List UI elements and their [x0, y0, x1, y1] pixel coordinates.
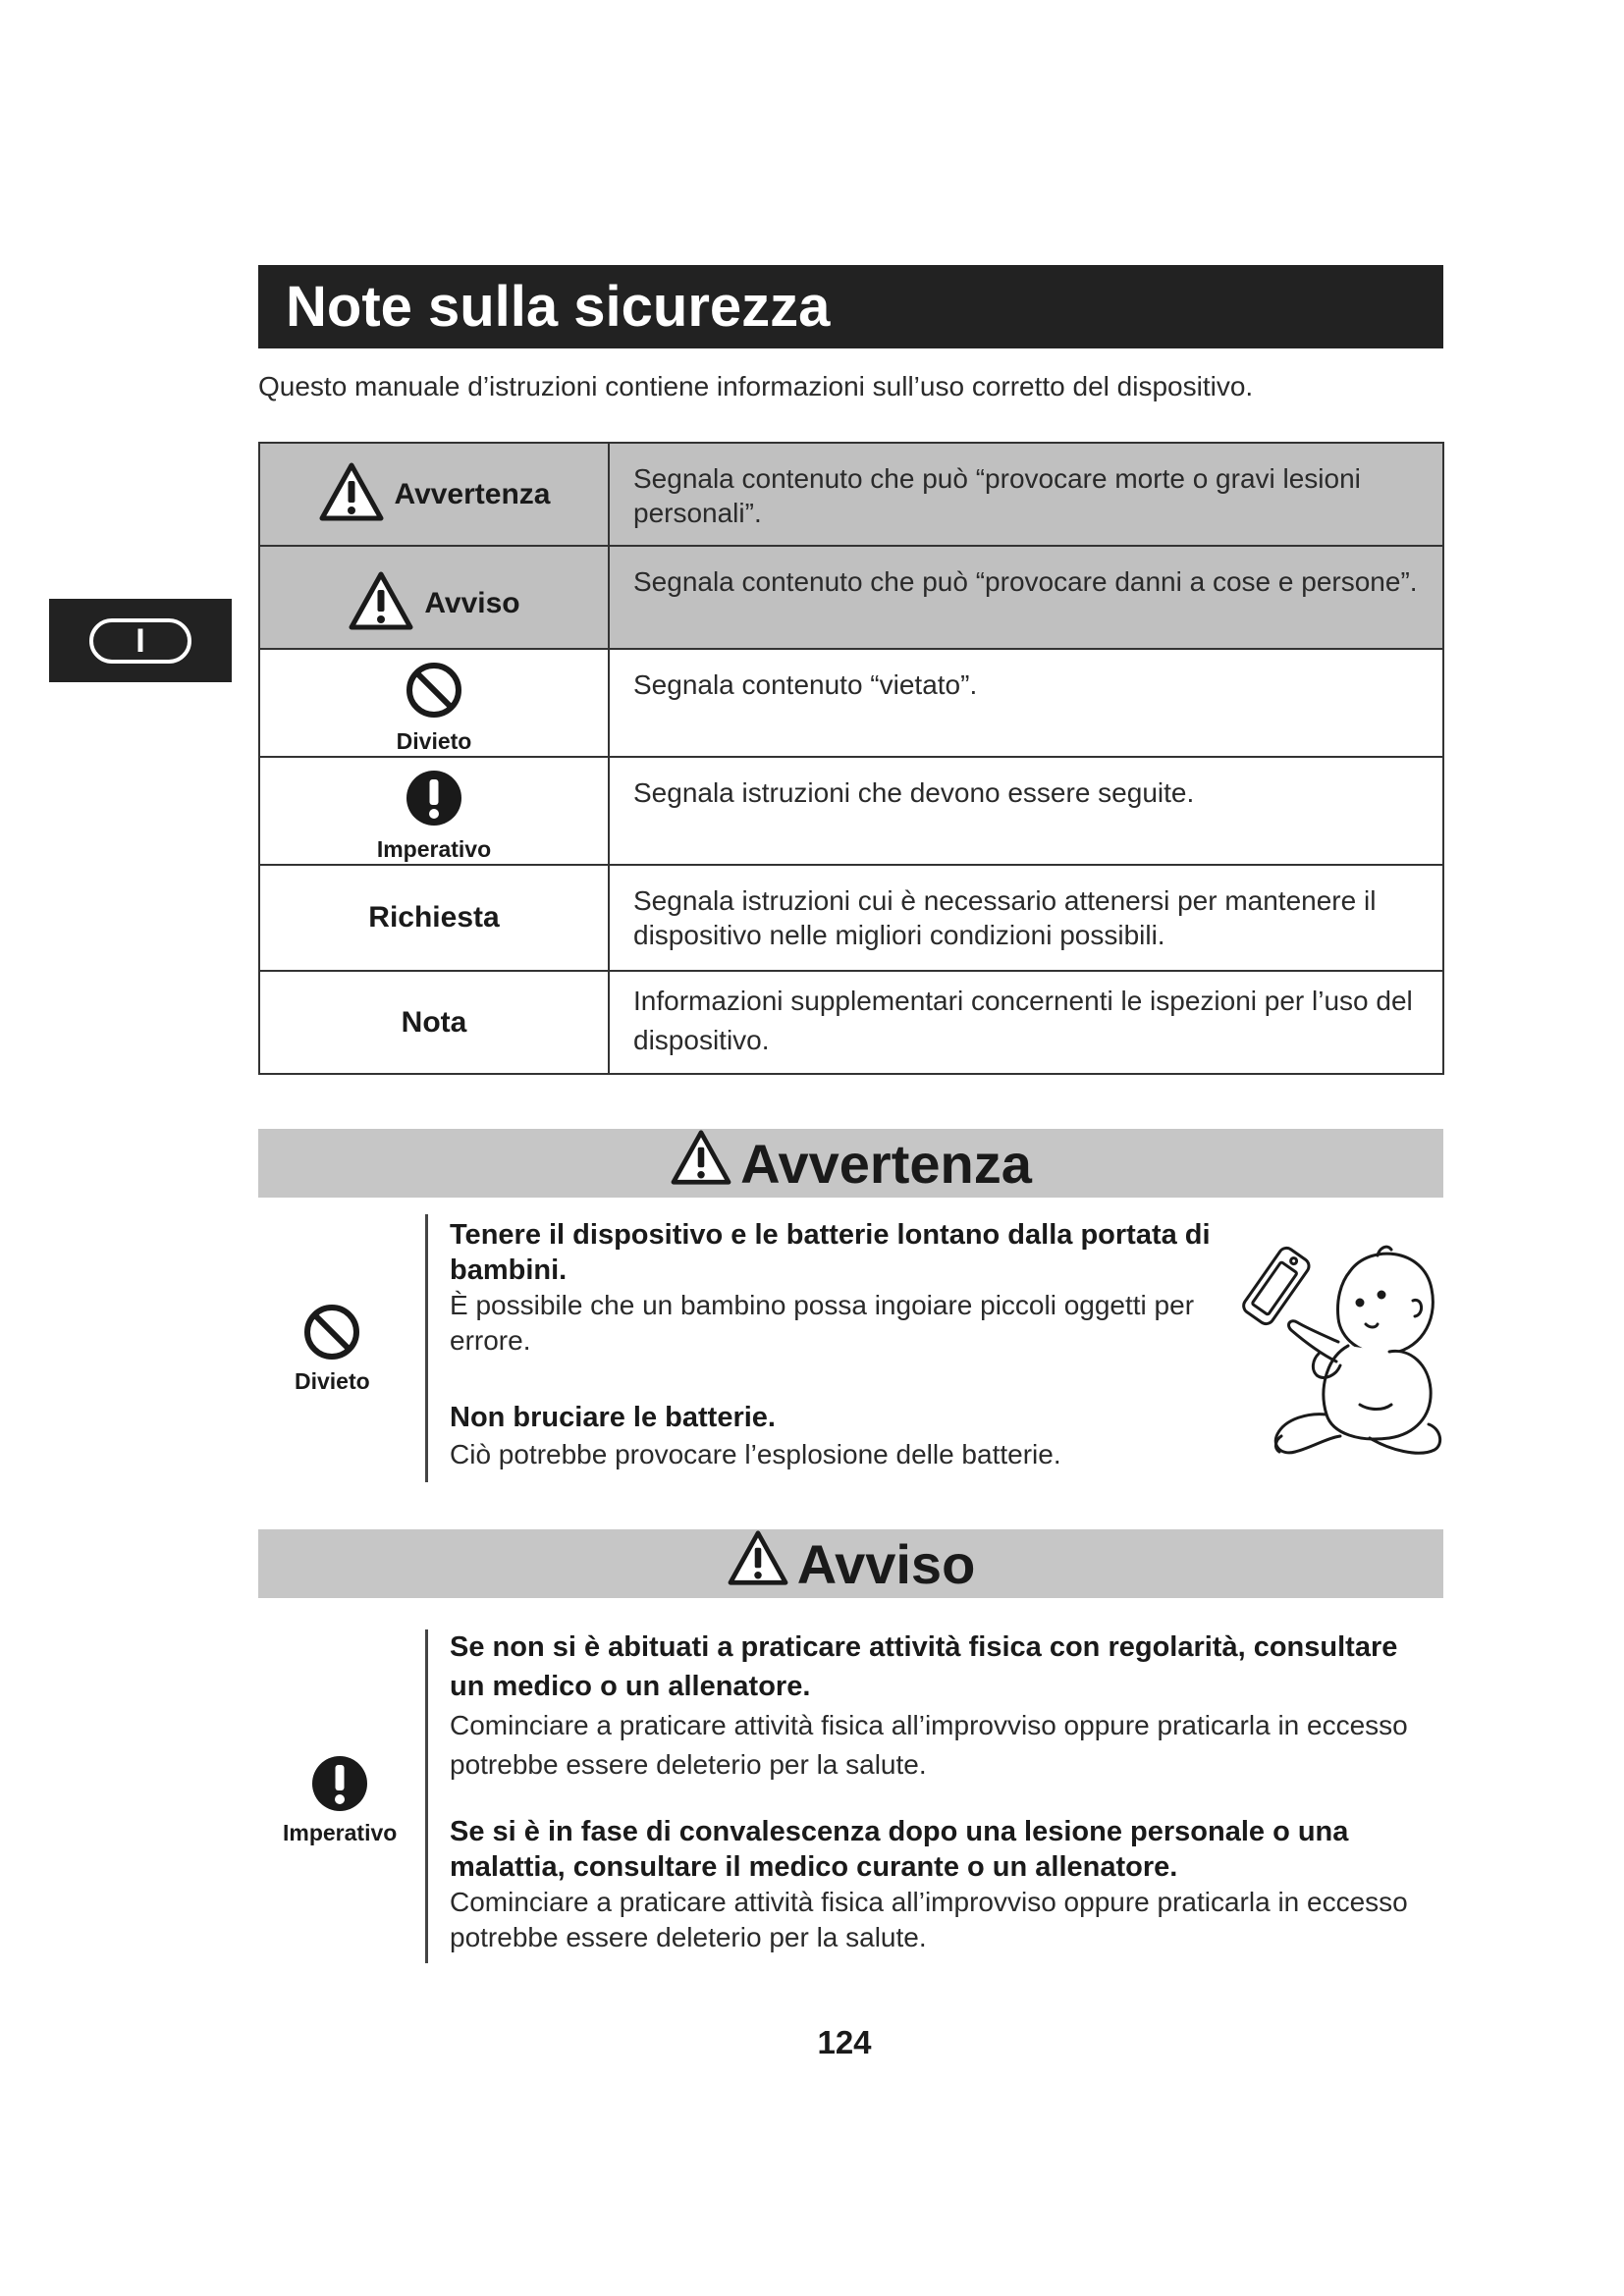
warning-section-header — [258, 1129, 1443, 1198]
section-divider-line — [425, 1629, 428, 1963]
page-title-text: Note sulla sicurezza — [286, 275, 831, 339]
page-number: 124 — [817, 2024, 872, 2060]
intro-text: Questo manuale d’istruzioni contiene informazioni sull’uso corretto del dispositivo. — [258, 371, 1254, 401]
baby-with-device-illustration — [1222, 1232, 1448, 1472]
warning-item-heading: Non bruciare le batterie. — [450, 1402, 776, 1433]
legend-label: Imperativo — [376, 836, 492, 862]
legend-row-imperativo — [259, 757, 1443, 865]
warning-section-title: Avvertenza — [740, 1132, 1032, 1195]
exclamation-circle-icon — [405, 769, 463, 832]
caution-item — [450, 1628, 1432, 1785]
legend-description: Segnala contenuto che può “provocare danni a cose e persone”. — [609, 546, 1443, 649]
prohibition-icon — [302, 1303, 361, 1366]
prohibition-icon — [405, 661, 463, 724]
caution-section-header — [258, 1529, 1443, 1598]
language-tab — [49, 599, 232, 682]
caution-item-heading: Se si è in fase di convalescenza dopo una lesione personale o una malattia, consultare il medico curante o un allenatore. — [450, 1816, 1349, 1883]
legend-description: Segnala contenuto che può “provocare morte o gravi lesioni personali”. — [609, 443, 1443, 546]
caution-item-heading: Se non si è abituati a praticare attività fisica con regolarità, consultare un medico o un allenatore. — [450, 1631, 1398, 1702]
legend-label: Divieto — [396, 728, 472, 754]
exclamation-circle-icon — [310, 1754, 369, 1818]
warning-triangle-icon — [727, 1529, 789, 1599]
legend-row-avviso — [259, 546, 1443, 649]
imperative-label: Imperativo — [283, 1820, 398, 1845]
legend-row-avvertenza — [259, 443, 1443, 546]
section-divider-line — [425, 1214, 428, 1482]
legend-label: Nota — [401, 1005, 467, 1039]
legend-label: Avvertenza — [394, 477, 551, 510]
warning-item-body: È possibile che un bambino possa ingoiare piccoli oggetti per errore. — [450, 1290, 1195, 1356]
legend-row-nota — [259, 971, 1443, 1074]
legend-label: Richiesta — [368, 901, 500, 934]
caution-item-body: Cominciare a praticare attività fisica all’improvviso oppure praticarla in eccesso potrebbe essere deleterio per la salute. — [450, 1710, 1408, 1780]
symbol-legend-table — [258, 442, 1444, 1075]
caution-item-body: Cominciare a praticare attività fisica all’improvviso oppure praticarla in eccesso potrebbe essere deleterio per la salute. — [450, 1887, 1408, 1952]
legend-row-divieto — [259, 649, 1443, 757]
prohibition-label: Divieto — [295, 1368, 370, 1394]
warning-triangle-icon — [670, 1129, 732, 1199]
language-tab-label: I — [89, 618, 191, 664]
legend-label: Avviso — [424, 586, 520, 619]
legend-description: Segnala istruzioni cui è necessario attenersi per mantenere il dispositivo nelle migliori condizioni possibili. — [609, 865, 1443, 971]
legend-description: Segnala contenuto “vietato”. — [609, 649, 1443, 757]
caution-item — [450, 1814, 1412, 1955]
warning-item — [450, 1217, 1216, 1359]
legend-description: Segnala istruzioni che devono essere seguite. — [609, 757, 1443, 865]
warning-item-heading: Tenere il dispositivo e le batterie lontano dalla portata di bambini. — [450, 1219, 1211, 1286]
warning-item-body: Ciò potrebbe provocare l’esplosione delle batterie. — [450, 1439, 1061, 1469]
prohibition-symbol — [295, 1303, 370, 1395]
imperative-symbol — [283, 1754, 397, 1846]
warning-triangle-icon — [318, 461, 385, 527]
caution-section-title: Avviso — [796, 1532, 976, 1595]
page-title — [258, 265, 1443, 348]
warning-item — [450, 1399, 1216, 1473]
warning-triangle-icon — [348, 570, 414, 636]
legend-description: Informazioni supplementari concernenti le ispezioni per l’uso del dispositivo. — [609, 971, 1443, 1074]
legend-row-richiesta — [259, 865, 1443, 971]
